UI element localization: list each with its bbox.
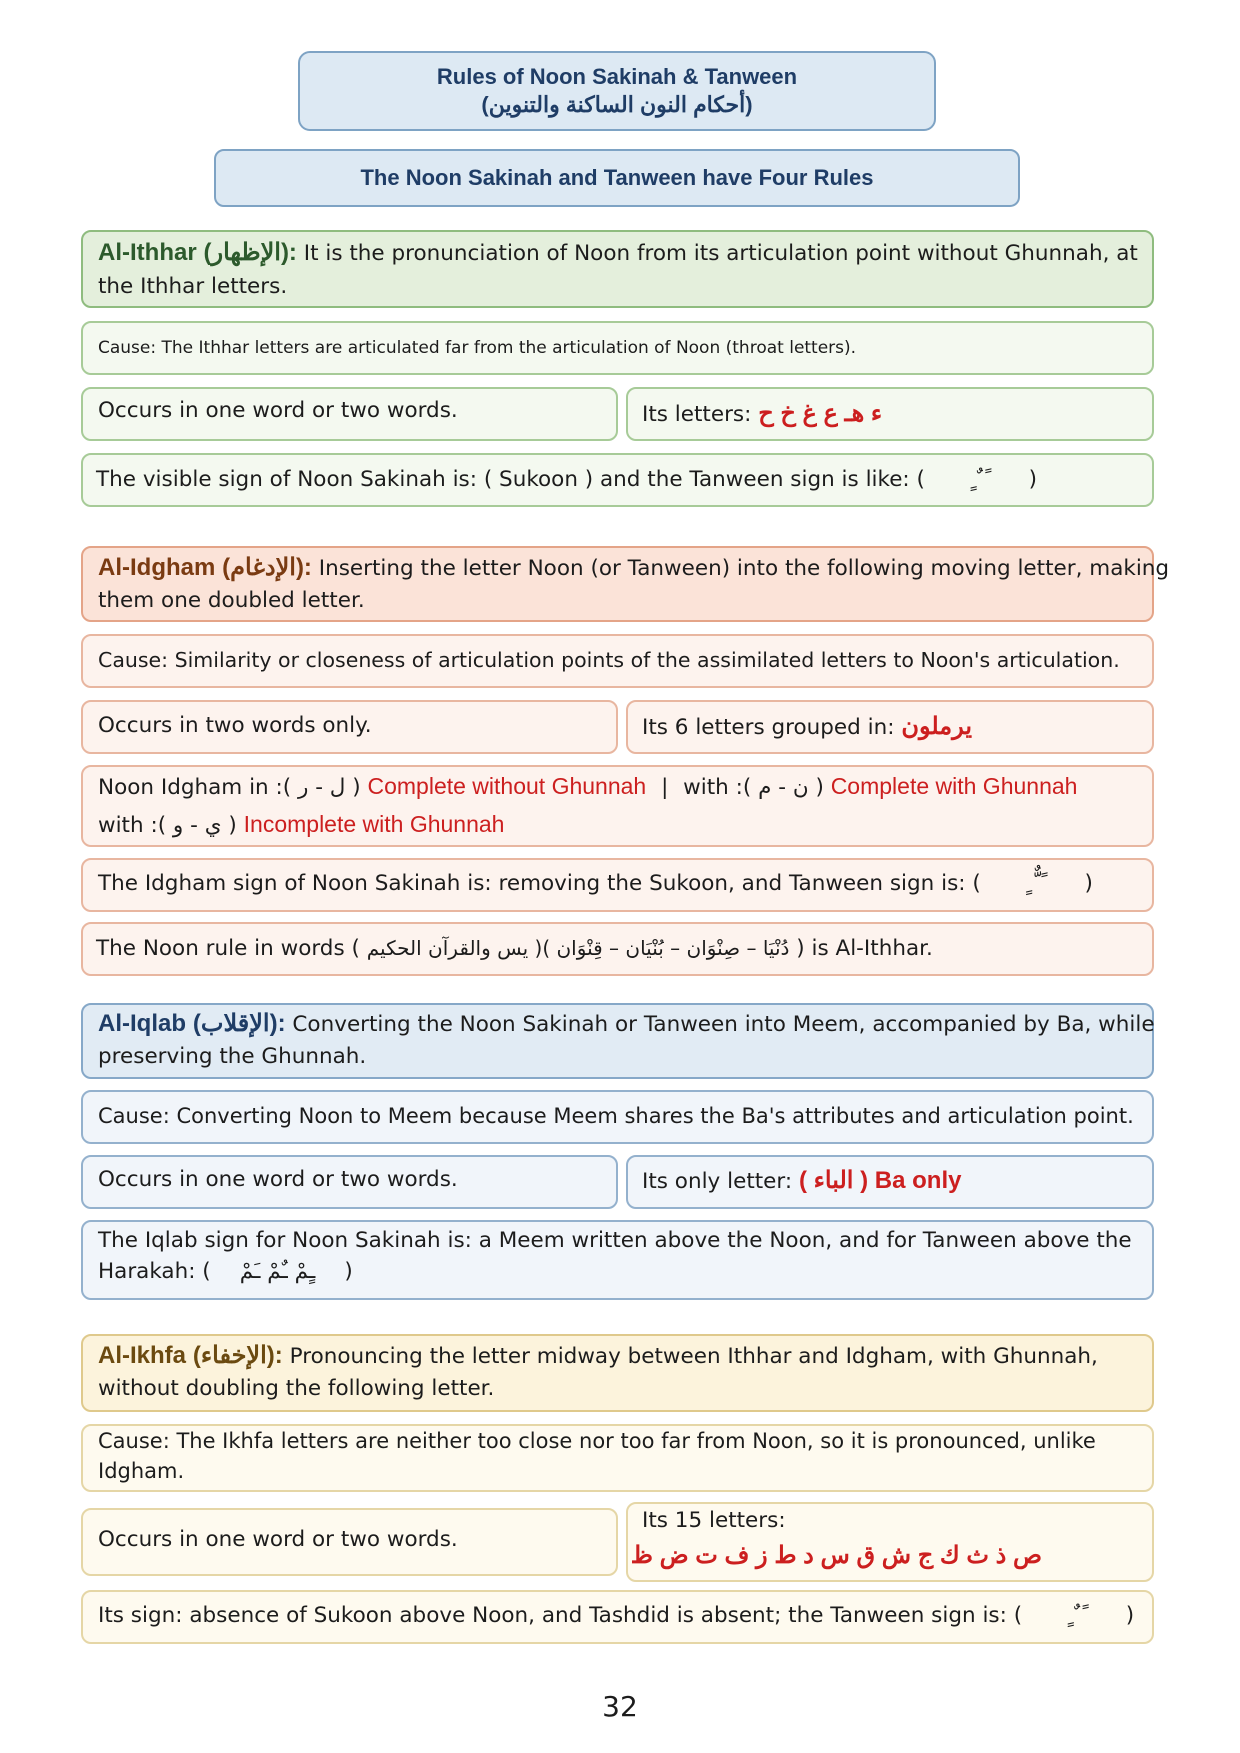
iqlab-sign-close: ) <box>344 1259 353 1284</box>
idgham-definition-line2: them one doubled letter. <box>98 588 365 613</box>
iqlab-sign-line2 <box>98 1256 353 1288</box>
ikhfa-title-arabic: (الإخفاء): <box>192 1342 283 1369</box>
idgham-rule-a-letters: ( ل - ر ): <box>275 775 361 800</box>
iqlab-letter-line <box>642 1165 961 1198</box>
idgham-rule-a-prefix: Noon Idgham in <box>98 775 269 800</box>
ikhfa-title: Al-Ikhfa <box>98 1342 187 1369</box>
ikhfa-cause-line2: Idgham. <box>98 1459 185 1483</box>
ithhar-title: Al-Ithhar <box>98 239 197 266</box>
ikhfa-sign-line <box>98 1600 1134 1632</box>
subtitle: The Noon Sakinah and Tanween have Four Rules <box>360 165 874 190</box>
ikhfa-sign-close: ) <box>1125 1603 1135 1628</box>
ithhar-cause: Cause: The Ithhar letters are articulated far from the articulation of Noon (throat letters). <box>98 338 857 358</box>
ithhar-sign-line <box>96 464 1037 496</box>
ithhar-title-arabic: (الإظهار): <box>203 239 297 266</box>
ikhfa-tanween-marks: ً ٌ ٍ <box>1067 1603 1081 1628</box>
main-title-box <box>298 51 936 131</box>
idgham-tanween-marks: ً ٌّ ٍ <box>1026 871 1040 896</box>
ithhar-definition-line1 <box>98 237 1138 270</box>
idgham-occurs: Occurs in two words only. <box>98 713 372 738</box>
idgham-letters-line <box>642 711 972 744</box>
ithhar-tanween-marks: ً ٌ ٍ <box>970 467 984 492</box>
idgham-words-prefix: The Noon rule in words ( <box>96 936 360 961</box>
ikhfa-occurs: Occurs in one word or two words. <box>98 1527 458 1552</box>
idgham-rules-line1 <box>98 770 1077 804</box>
idgham-title: Al-Idgham <box>98 554 216 581</box>
idgham-sign-text: The Idgham sign of Noon Sakinah is: removing the Sukoon, and Tanween sign is: ( <box>98 871 981 896</box>
ikhfa-definition-text: Pronouncing the letter midway between Ithhar and Idgham, with Ghunnah, <box>289 1344 1098 1369</box>
idgham-rule-c-result: Incomplete with Ghunnah <box>243 811 505 837</box>
idgham-definition-line1 <box>98 552 1169 585</box>
ithhar-letters-label: Its letters: <box>642 402 752 427</box>
idgham-words-suffix: ) is Al-Ithhar. <box>796 936 933 961</box>
ithhar-letters-line <box>642 398 882 431</box>
ikhfa-sign-text: Its sign: absence of Sukoon above Noon, and Tashdid is absent; the Tanween sign is: ( <box>98 1603 1023 1628</box>
idgham-words-arabic: دُنْيَا – صِنْوَان – بُنْيَان – قِنْوَان )( يس والقرآن الحكيم <box>366 936 790 960</box>
iqlab-definition-text: Converting the Noon Sakinah or Tanween into Meem, accompanied by Ba, while <box>292 1012 1155 1037</box>
iqlab-sign-text: Harakah: ( <box>98 1259 211 1284</box>
idgham-rule-separator: | <box>661 775 669 800</box>
subtitle-box <box>214 149 1020 207</box>
page-number: 32 <box>602 1690 638 1723</box>
iqlab-meem-marks: ـٍمْ ـٌمْ ـَمْ <box>239 1259 316 1284</box>
ithhar-definition-text: It is the pronunciation of Noon from its articulation point without Ghunnah, at <box>303 241 1138 266</box>
idgham-rule-b-prefix: with <box>683 775 729 800</box>
idgham-words-line <box>96 932 933 965</box>
main-title: Rules of Noon Sakinah & Tanween <box>436 64 798 89</box>
iqlab-definition-line1 <box>98 1008 1155 1041</box>
ikhfa-letters: ص ذ ث ك ج ش ق س د ط ز ف ت ض ظ <box>630 1542 1042 1569</box>
ithhar-sign-text: The visible sign of Noon Sakinah is: ( Sukoon ) and the Tanween sign is like: ( <box>96 467 925 492</box>
idgham-letters: يرملون <box>901 713 973 740</box>
ikhfa-cause-line1: Cause: The Ikhfa letters are neither too close nor too far from Noon, so it is pronounced, unlike <box>98 1429 1096 1453</box>
iqlab-occurs: Occurs in one word or two words. <box>98 1167 458 1192</box>
ikhfa-letters-label: Its 15 letters: <box>642 1508 786 1533</box>
iqlab-cause: Cause: Converting Noon to Meem because Meem shares the Ba's attributes and articulation point. <box>98 1104 1134 1128</box>
iqlab-letter-label: Its only letter: <box>642 1169 793 1194</box>
iqlab-sign-line1: The Iqlab sign for Noon Sakinah is: a Meem written above the Noon, and for Tanween above the <box>98 1228 1132 1253</box>
iqlab-letter: ( الباء ) Ba only <box>798 1167 962 1194</box>
ikhfa-definition-line1 <box>98 1340 1098 1373</box>
main-title-arabic: (أحكام النون الساكنة والتنوين) <box>481 92 753 117</box>
idgham-letters-label: Its 6 letters grouped in: <box>642 715 895 740</box>
iqlab-title: Al-Iqlab <box>98 1010 186 1037</box>
idgham-rule-b-letters: ( ن - م ): <box>735 775 824 800</box>
ithhar-sign-close: ) <box>1028 467 1037 492</box>
idgham-cause: Cause: Similarity or closeness of articulation points of the assimilated letters to Noon's articulation. <box>98 648 1120 672</box>
ithhar-letters: ء هـ ع غ خ ح <box>758 400 883 427</box>
idgham-definition-text: Inserting the letter Noon (or Tanween) into the following moving letter, making <box>318 556 1170 581</box>
idgham-sign-line <box>98 868 1093 900</box>
ikhfa-definition-line2: without doubling the following letter. <box>98 1376 495 1401</box>
idgham-rules-line2 <box>98 808 504 842</box>
ithhar-definition-line2: the Ithhar letters. <box>98 274 288 299</box>
iqlab-definition-line2: preserving the Ghunnah. <box>98 1044 367 1069</box>
iqlab-title-arabic: (الإقلاب): <box>192 1010 286 1037</box>
idgham-sign-close: ) <box>1084 871 1093 896</box>
idgham-title-arabic: (الإدغام): <box>222 554 312 581</box>
ithhar-occurs: Occurs in one word or two words. <box>98 398 458 423</box>
idgham-rule-b-result: Complete with Ghunnah <box>830 773 1078 799</box>
idgham-rule-a-result: Complete without Ghunnah <box>367 773 647 799</box>
idgham-rule-c-prefix: with <box>98 813 144 838</box>
idgham-rule-c-letters: ( ي - و ): <box>150 813 237 838</box>
